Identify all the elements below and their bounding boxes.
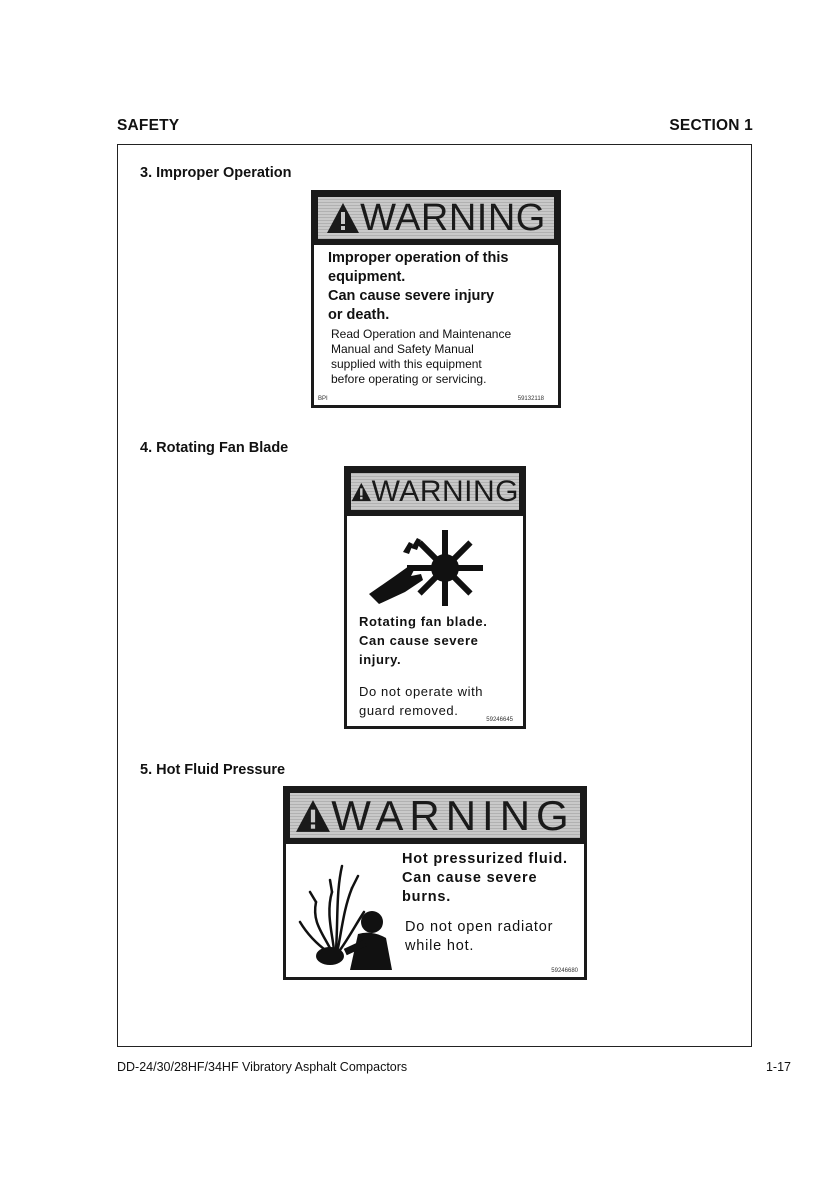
instruction-line: supplied with this equipment <box>331 357 482 371</box>
signal-word: WARNING <box>360 197 546 239</box>
section-title-rotating-fan-blade: 4. Rotating Fan Blade <box>140 440 289 456</box>
section-title-hot-fluid-pressure: 5. Hot Fluid Pressure <box>140 762 286 778</box>
instruction-line: Read Operation and Maintenance <box>331 327 512 341</box>
hazard-line: Improper operation of this <box>328 250 509 266</box>
part-number: 59246645 <box>486 717 513 723</box>
section-header-number: SECTION 1 <box>669 117 753 134</box>
decal-message-area <box>347 514 523 726</box>
part-number: 59132118 <box>517 396 544 402</box>
warning-triangle-icon <box>295 799 331 833</box>
hazard-line: Rotating fan blade. <box>359 614 488 629</box>
warning-banner <box>314 193 558 243</box>
instruction-line: before operating or servicing. <box>331 372 487 386</box>
decal-message-area <box>286 842 584 977</box>
instruction-line: while hot. <box>405 938 475 954</box>
section-title-improper-operation: 3. Improper Operation <box>140 165 292 181</box>
instruction-line: Manual and Safety Manual <box>331 342 474 356</box>
warning-triangle-icon <box>351 478 372 506</box>
hazard-line: equipment. <box>328 269 406 285</box>
hazard-line: burns. <box>402 889 452 905</box>
hot-fluid-spray-pictogram-icon <box>292 852 398 970</box>
warning-banner <box>347 469 523 514</box>
hazard-line: Can cause severe injury <box>328 288 495 304</box>
signal-word: WARNING <box>331 791 575 839</box>
warning-decal-improper-operation <box>311 190 561 408</box>
signal-word: WARNING <box>371 474 519 508</box>
hazard-line: Hot pressurized fluid. <box>402 851 568 867</box>
warning-decal-rotating-fan <box>344 466 526 729</box>
warning-banner <box>286 789 584 842</box>
fan-blade-hand-pictogram-icon <box>365 524 485 612</box>
manufacturer-mark: BPI <box>318 396 328 402</box>
hazard-line: injury. <box>359 652 402 667</box>
page-number: 1-17 <box>765 1060 791 1074</box>
decal-message-area <box>314 243 558 405</box>
footer-document-title: DD-24/30/28HF/34HF Vibratory Asphalt Compactors <box>117 1060 408 1074</box>
instruction-line: Do not operate with <box>359 684 484 699</box>
section-header-safety: SAFETY <box>117 117 180 134</box>
hazard-line: Can cause severe <box>359 633 479 648</box>
warning-triangle-icon <box>326 202 360 234</box>
hazard-line: or death. <box>328 307 390 323</box>
warning-decal-hot-fluid <box>283 786 587 980</box>
part-number: 59246680 <box>551 968 578 974</box>
instruction-line: Do not open radiator <box>405 919 554 935</box>
instruction-line: guard removed. <box>359 703 459 718</box>
hazard-line: Can cause severe <box>402 870 538 886</box>
